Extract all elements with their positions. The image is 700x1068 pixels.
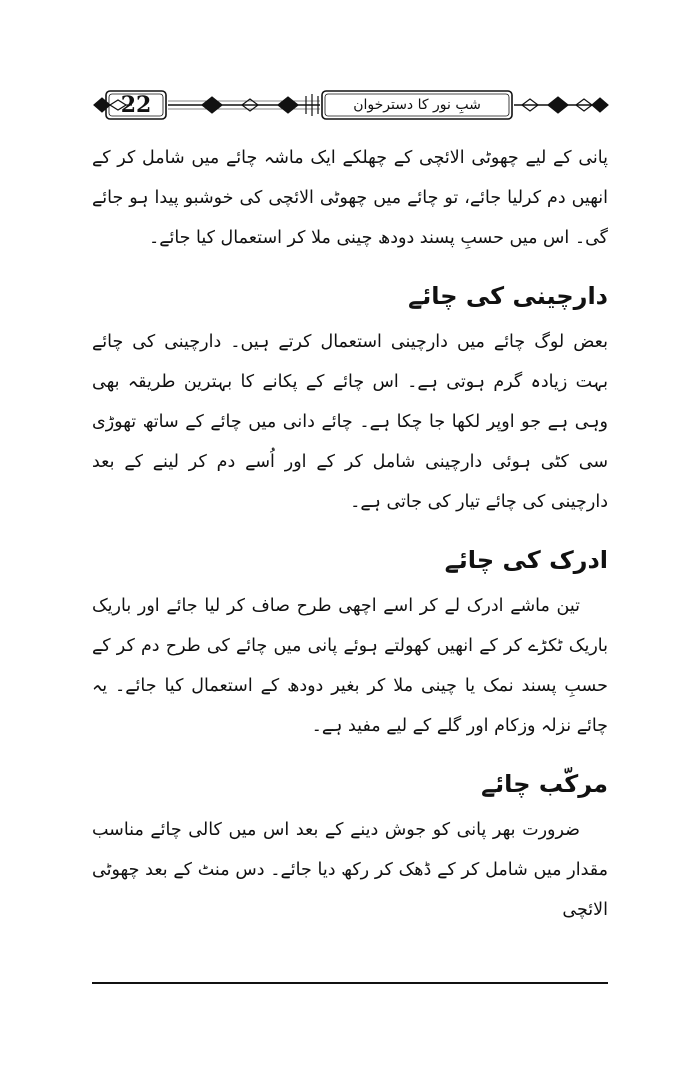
paragraph-ginger-tea: تین ماشے ادرک لے کر اسے اچھی طرح صاف کر لیا جائے اور باریک باریک ٹکڑے کر کے انھیں کھولتے ہوئے پانی میں چائے کی طرح دم کر کے حسبِ پسند نمک یا چینی ملا کر بغیر دودھ کے استعمال کیا جائے۔ یہ چائے نزلہ وزکام اور گلے کے لیے مفید ہے۔ [92, 596, 608, 736]
paragraph-cinnamon-tea: بعض لوگ چائے میں دارچینی استعمال کرتے ہیں۔ دارچینی کی چائے بہت زیادہ گرم ہوتی ہے۔ اس چائے کے پکانے کا بہترین طریقہ بھی وہی ہے جو اوپر لکھا جا چکا ہے۔ چائے دانی میں چائے کے ساتھ تھوڑی سی کٹی ہوئی دارچینی شامل کر کے اور اُسے دم کر لینے کے بعد دارچینی کی چائے تیار کی جاتی ہے۔ [92, 332, 608, 512]
heading-cinnamon-tea: دارچینی کی چائے [408, 282, 608, 310]
heading-mixed-tea: مرکّب چائے [481, 770, 608, 798]
page-number: 22 [120, 92, 152, 118]
running-title: شبِ نور کا دسترخوان [353, 97, 481, 113]
paragraph-cardamom-tea-end: پانی کے لیے چھوٹی الائچی کے چھلکے ایک ماشہ چائے میں شامل کر کے انھیں دم کرلیا جائے، تو چائے میں چھوٹی الائچی کی خوشبو پیدا ہو جائے گی۔ اس میں حسبِ پسند دودھ چینی ملا کر استعمال کیا جائے۔ [92, 148, 608, 248]
heading-ginger-tea: ادرک کی چائے [444, 546, 608, 574]
page-body [92, 138, 608, 930]
paragraph-mixed-tea: ضرورت بھر پانی کو جوش دینے کے بعد اس میں کالی چائے مناسب مقدار میں شامل کر کے ڈھک کر رکھ دیا جائے۔ دس منٹ کے بعد چھوٹی الائچی [92, 820, 608, 920]
footer-rule [92, 982, 608, 984]
